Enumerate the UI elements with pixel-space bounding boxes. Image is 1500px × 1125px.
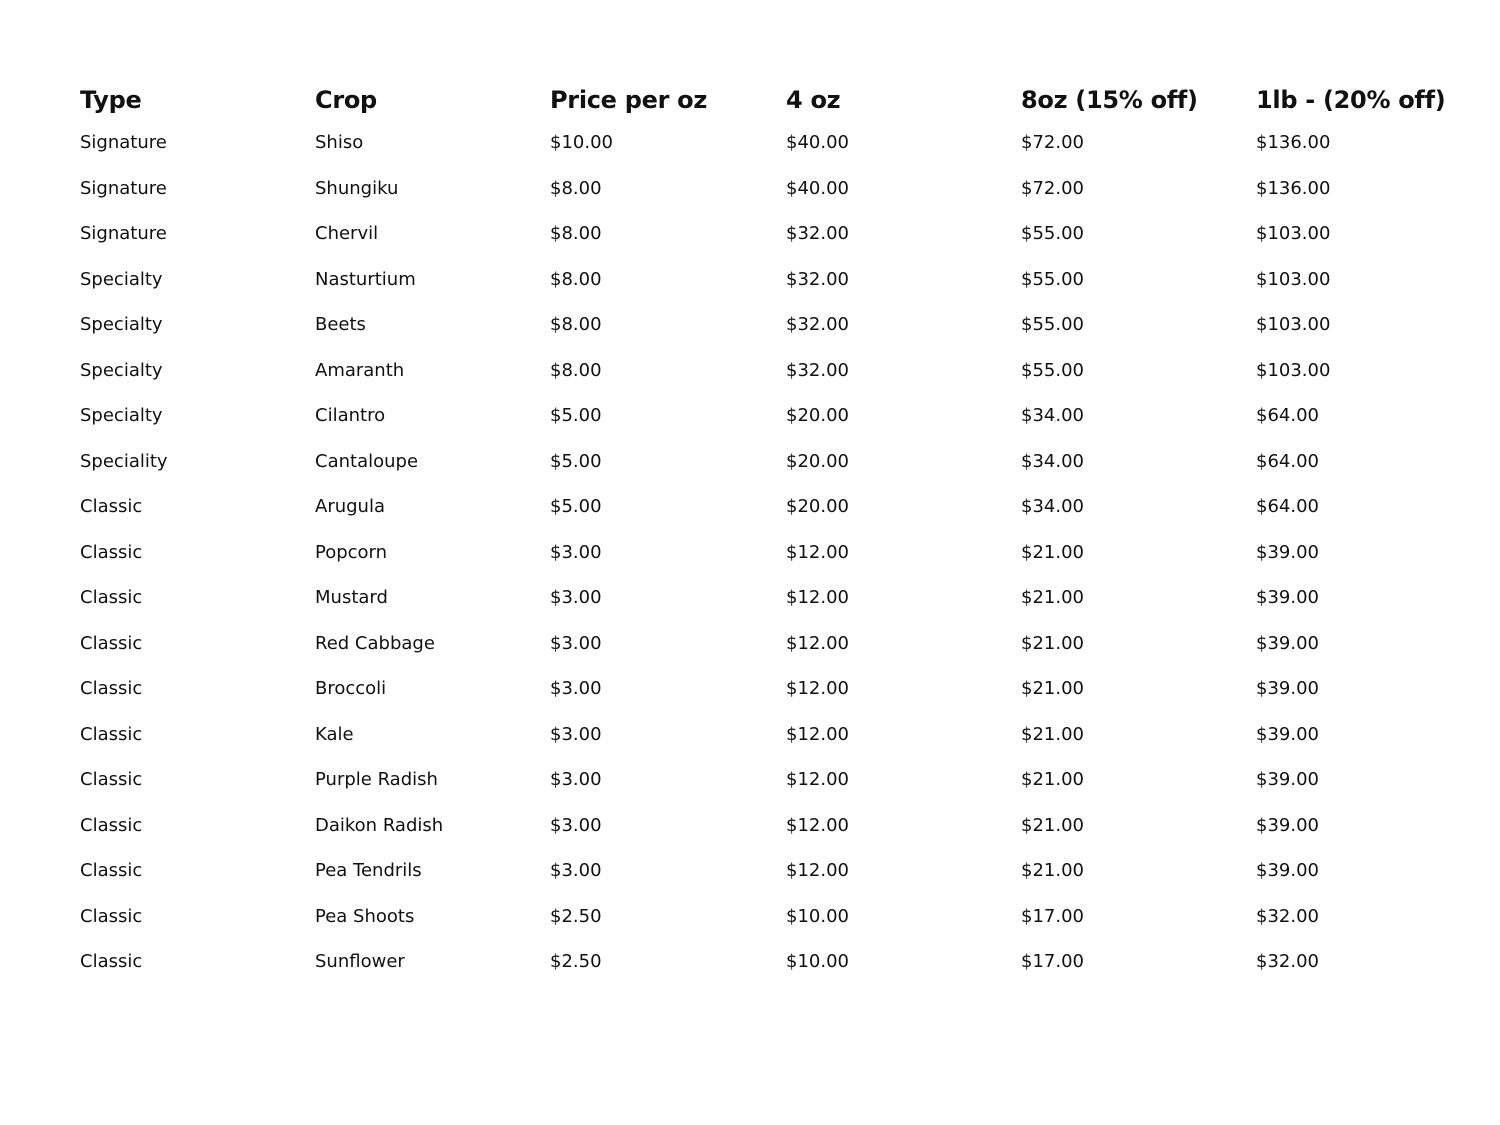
cell-type: Classic [80,769,143,791]
cell-crop: Sunflower [315,951,405,973]
cell-type: Classic [80,905,143,927]
cell-crop: Cilantro [315,405,386,427]
cell-4oz: $20.00 [786,405,849,427]
cell-price-per-oz: $3.00 [550,541,602,563]
cell-8oz: $21.00 [1021,587,1084,609]
cell-4oz: $12.00 [786,678,849,700]
cell-1lb: $103.00 [1256,359,1331,381]
header-crop: Crop [315,86,377,114]
table-row [80,757,1480,803]
cell-1lb: $64.00 [1256,496,1319,518]
cell-crop: Cantaloupe [315,450,419,472]
cell-4oz: $32.00 [786,314,849,336]
cell-crop: Nasturtium [315,268,416,290]
cell-8oz: $21.00 [1021,678,1084,700]
cell-4oz: $10.00 [786,951,849,973]
cell-price-per-oz: $2.50 [550,905,602,927]
cell-4oz: $20.00 [786,496,849,518]
table-row [80,393,1480,439]
cell-1lb: $103.00 [1256,223,1331,245]
table-row [80,211,1480,257]
cell-type: Classic [80,632,143,654]
header-row [80,80,1480,120]
cell-4oz: $12.00 [786,587,849,609]
cell-8oz: $55.00 [1021,223,1084,245]
cell-4oz: $32.00 [786,268,849,290]
cell-8oz: $17.00 [1021,905,1084,927]
cell-4oz: $12.00 [786,541,849,563]
cell-4oz: $40.00 [786,177,849,199]
cell-type: Specialty [80,359,163,381]
cell-type: Classic [80,814,143,836]
table-row [80,348,1480,394]
cell-crop: Beets [315,314,366,336]
table-row [80,484,1480,530]
cell-price-per-oz: $8.00 [550,359,602,381]
cell-4oz: $10.00 [786,905,849,927]
cell-crop: Purple Radish [315,769,438,791]
cell-1lb: $64.00 [1256,405,1319,427]
cell-1lb: $136.00 [1256,177,1331,199]
cell-crop: Kale [315,723,354,745]
cell-1lb: $32.00 [1256,905,1319,927]
header-type: Type [80,86,142,114]
cell-crop: Pea Shoots [315,905,415,927]
cell-type: Speciality [80,450,168,472]
cell-1lb: $39.00 [1256,814,1319,836]
price-table [80,80,1480,985]
cell-8oz: $55.00 [1021,359,1084,381]
cell-type: Classic [80,860,143,882]
cell-type: Classic [80,678,143,700]
cell-8oz: $21.00 [1021,723,1084,745]
cell-8oz: $34.00 [1021,405,1084,427]
cell-8oz: $21.00 [1021,632,1084,654]
cell-crop: Mustard [315,587,388,609]
cell-1lb: $64.00 [1256,450,1319,472]
table-body [80,120,1480,985]
cell-type: Classic [80,496,143,518]
cell-price-per-oz: $8.00 [550,177,602,199]
cell-8oz: $34.00 [1021,450,1084,472]
table-header [80,80,1480,120]
table-row [80,666,1480,712]
cell-1lb: $39.00 [1256,587,1319,609]
cell-1lb: $39.00 [1256,723,1319,745]
cell-price-per-oz: $3.00 [550,814,602,836]
cell-8oz: $34.00 [1021,496,1084,518]
cell-type: Specialty [80,405,163,427]
table-row [80,848,1480,894]
cell-type: Signature [80,177,167,199]
cell-crop: Shungiku [315,177,399,199]
cell-1lb: $103.00 [1256,314,1331,336]
cell-crop: Chervil [315,223,379,245]
cell-8oz: $17.00 [1021,951,1084,973]
header-price-per-oz: Price per oz [550,86,708,114]
cell-price-per-oz: $8.00 [550,223,602,245]
cell-type: Classic [80,951,143,973]
price-sheet [80,80,1480,985]
cell-8oz: $21.00 [1021,769,1084,791]
table-row [80,166,1480,212]
cell-1lb: $39.00 [1256,860,1319,882]
cell-crop: Red Cabbage [315,632,435,654]
cell-type: Signature [80,223,167,245]
cell-4oz: $40.00 [786,132,849,154]
table-row [80,120,1480,166]
header-4oz: 4 oz [786,86,841,114]
cell-4oz: $12.00 [786,860,849,882]
cell-price-per-oz: $3.00 [550,632,602,654]
cell-price-per-oz: $5.00 [550,450,602,472]
cell-price-per-oz: $5.00 [550,405,602,427]
table-row [80,575,1480,621]
header-8oz: 8oz (15% off) [1021,86,1198,114]
cell-8oz: $21.00 [1021,860,1084,882]
cell-8oz: $21.00 [1021,541,1084,563]
table-row [80,712,1480,758]
cell-8oz: $55.00 [1021,314,1084,336]
cell-type: Classic [80,587,143,609]
cell-4oz: $12.00 [786,769,849,791]
cell-type: Classic [80,541,143,563]
cell-1lb: $39.00 [1256,769,1319,791]
cell-1lb: $103.00 [1256,268,1331,290]
cell-1lb: $39.00 [1256,541,1319,563]
cell-4oz: $32.00 [786,223,849,245]
cell-price-per-oz: $3.00 [550,860,602,882]
cell-1lb: $136.00 [1256,132,1331,154]
table-row [80,257,1480,303]
cell-price-per-oz: $8.00 [550,268,602,290]
header-1lb: 1lb - (20% off) [1256,86,1446,114]
table-row [80,939,1480,985]
cell-price-per-oz: $3.00 [550,587,602,609]
cell-crop: Pea Tendrils [315,860,422,882]
cell-4oz: $20.00 [786,450,849,472]
cell-type: Specialty [80,268,163,290]
cell-crop: Daikon Radish [315,814,444,836]
cell-4oz: $12.00 [786,814,849,836]
cell-price-per-oz: $2.50 [550,951,602,973]
cell-crop: Shiso [315,132,364,154]
cell-4oz: $12.00 [786,723,849,745]
cell-1lb: $39.00 [1256,632,1319,654]
cell-4oz: $32.00 [786,359,849,381]
table-row [80,530,1480,576]
table-row [80,302,1480,348]
cell-8oz: $55.00 [1021,268,1084,290]
cell-price-per-oz: $5.00 [550,496,602,518]
cell-price-per-oz: $8.00 [550,314,602,336]
table-row [80,803,1480,849]
cell-crop: Amaranth [315,359,405,381]
cell-1lb: $32.00 [1256,951,1319,973]
cell-price-per-oz: $3.00 [550,769,602,791]
table-row [80,894,1480,940]
cell-1lb: $39.00 [1256,678,1319,700]
cell-price-per-oz: $3.00 [550,723,602,745]
cell-8oz: $72.00 [1021,177,1084,199]
cell-4oz: $12.00 [786,632,849,654]
table-row [80,439,1480,485]
cell-type: Signature [80,132,167,154]
cell-crop: Popcorn [315,541,388,563]
cell-price-per-oz: $3.00 [550,678,602,700]
cell-price-per-oz: $10.00 [550,132,613,154]
cell-8oz: $72.00 [1021,132,1084,154]
cell-crop: Broccoli [315,678,387,700]
cell-8oz: $21.00 [1021,814,1084,836]
table-row [80,621,1480,667]
cell-crop: Arugula [315,496,385,518]
cell-type: Classic [80,723,143,745]
cell-type: Specialty [80,314,163,336]
